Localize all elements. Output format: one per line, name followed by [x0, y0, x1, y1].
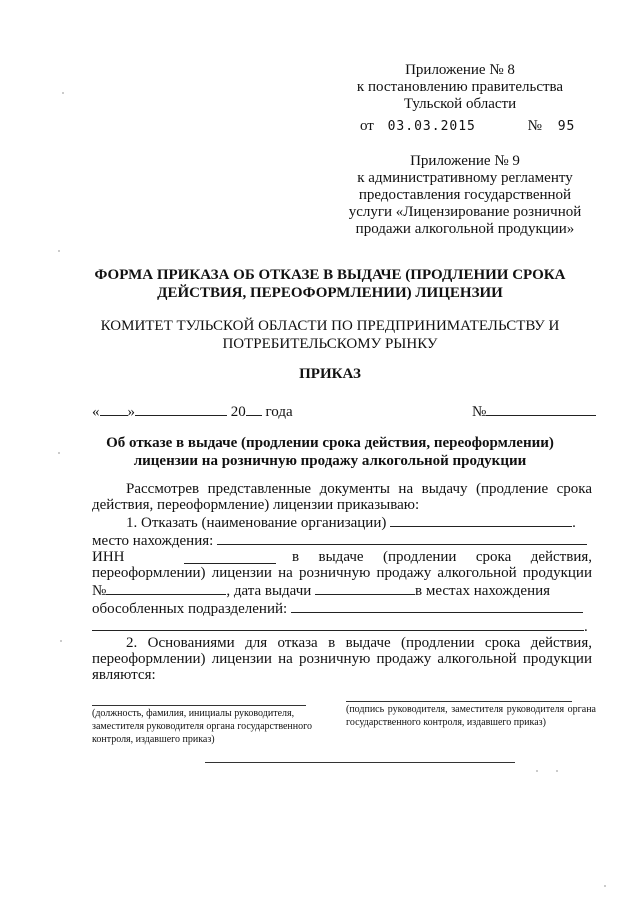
appendix-8-title: Приложение № 8 — [405, 62, 515, 78]
year-prefix: 20 — [230, 404, 246, 420]
form-title-line-2: ДЕЙСТВИЯ, ПЕРЕОФОРМЛЕНИИ) ЛИЦЕНЗИИ — [157, 285, 503, 301]
scan-speck — [604, 885, 606, 887]
grounds-line-1: 2. Основаниями для отказа в выдаче (продлении срока действия, — [126, 635, 592, 651]
subject-line-2: лицензии на розничную продажу алкогольной продукции — [133, 453, 527, 469]
intro-line-1: Рассмотрев представленные документы на выдачу (продление срока — [126, 481, 592, 497]
subdivisions-label: обособленных подразделений: — [92, 601, 288, 617]
license-number-sign: № — [92, 583, 107, 599]
subdivisions-row — [92, 599, 592, 617]
day-field[interactable] — [100, 402, 128, 416]
appendix-9-block — [340, 153, 590, 238]
appendix-9-title: Приложение № 9 — [410, 153, 520, 169]
license-line: переоформлении) лицензии на розничную продажу алкогольной продукции — [92, 565, 592, 581]
close-quote: » — [127, 404, 135, 420]
form-title — [60, 266, 600, 302]
grounds-line-3: являются: — [92, 667, 156, 683]
year-suffix: года — [265, 404, 293, 420]
appendix-8-date-row — [360, 118, 600, 135]
appendix-9-line-4: услуги «Лицензирование розничной — [348, 204, 582, 220]
appendix-9-line-3: предоставления государственной — [358, 187, 572, 203]
location-field[interactable] — [217, 531, 587, 545]
scan-speck — [536, 770, 538, 772]
appendix-9-line-5: продажи алкогольной продукции» — [355, 221, 575, 237]
scan-speck — [58, 250, 60, 252]
scan-speck — [62, 92, 64, 94]
order-number-label — [472, 402, 596, 421]
refuse-org-label: 1. Отказать (наименование организации) — [126, 515, 387, 531]
order-number-field[interactable] — [486, 402, 596, 416]
date-prefix: от — [360, 118, 374, 134]
license-number-row — [92, 581, 592, 599]
subdivisions-field[interactable] — [291, 599, 583, 613]
committee-line-2: ПОТРЕБИТЕЛЬСКОМУ РЫНКУ — [222, 336, 438, 352]
signature-caption: (подпись руководителя, заместителя руководителя органа государственного контроля, издавшего приказ) — [346, 704, 596, 728]
open-quote: « — [92, 404, 100, 420]
order-subject — [60, 434, 600, 470]
issue-date-field[interactable] — [315, 581, 415, 595]
subdivisions-continuation-row: . — [92, 617, 592, 635]
scan-speck — [60, 640, 62, 642]
appendix-8-ref-line: к постановлению правительства — [356, 79, 564, 95]
inn-row — [92, 549, 592, 565]
grounds-line-2: переоформлении) лицензии на розничную продажу алкогольной продукции — [92, 651, 592, 667]
committee-name — [60, 317, 600, 353]
places-label: в местах нахождения — [415, 583, 551, 599]
order-heading: ПРИКАЗ — [299, 366, 361, 382]
appendix-8-region-line: Тульской области — [403, 96, 517, 112]
resolution-date: 03.03.2015 — [387, 119, 476, 134]
subject-line-1: Об отказе в выдаче (продлении срока действия, переоформлении) — [106, 435, 554, 451]
resolution-number: 95 — [557, 119, 576, 134]
month-field[interactable] — [135, 402, 227, 416]
order-date-row — [92, 402, 602, 421]
organization-name-field[interactable] — [390, 513, 572, 527]
inn-row-text: в выдаче (продлении срока действия, — [292, 549, 592, 565]
signature-line[interactable] — [346, 701, 572, 702]
position-signature-line[interactable] — [92, 705, 306, 706]
issue-date-label: , дата выдачи — [226, 583, 312, 599]
committee-line-1: КОМИТЕТ ТУЛЬСКОЙ ОБЛАСТИ ПО ПРЕДПРИНИМАТЕЛЬСТВУ И — [100, 318, 560, 334]
subdivisions-field-2[interactable] — [92, 617, 584, 631]
appendix-8-block — [330, 62, 590, 113]
year-field[interactable] — [246, 402, 262, 416]
appendix-9-line-2: к административному регламенту — [357, 170, 573, 186]
number-prefix: № — [527, 118, 542, 134]
order-body — [92, 481, 592, 683]
license-number-field[interactable] — [106, 581, 226, 595]
order-number-sign: № — [472, 404, 487, 420]
position-caption: (должность, фамилия, инициалы руководителя, заместителя руководителя органа государственного контроля, издавшего приказ) — [92, 708, 312, 745]
scan-speck — [556, 770, 558, 772]
closing-line — [205, 762, 515, 763]
location-row — [92, 531, 592, 549]
location-label: место нахождения: — [92, 533, 214, 549]
refuse-org-row: 1. Отказать (наименование организации) . — [126, 515, 576, 531]
inn-label: ИНН — [92, 549, 125, 565]
scan-speck — [58, 452, 60, 454]
inn-field[interactable] — [184, 550, 276, 564]
form-title-line-1: ФОРМА ПРИКАЗА ОБ ОТКАЗЕ В ВЫДАЧЕ (ПРОДЛЕНИИ СРОКА — [94, 267, 566, 283]
intro-line-2: действия, переоформление) лицензии приказываю: — [92, 497, 420, 513]
